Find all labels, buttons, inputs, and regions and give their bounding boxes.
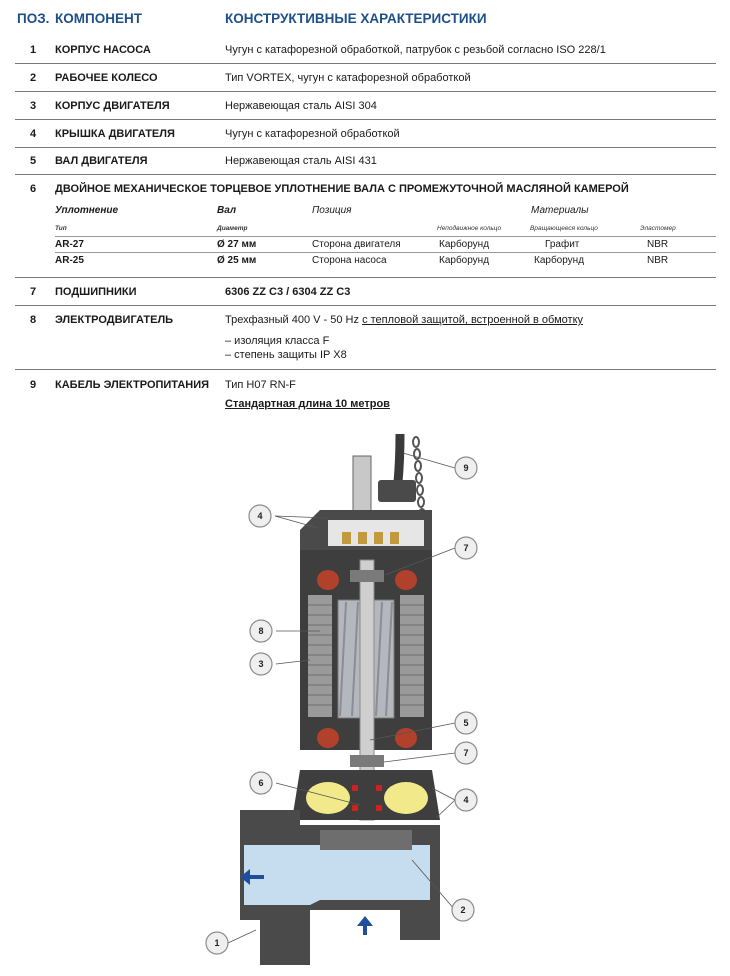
motor-bullet: – степень защиты IP X8 xyxy=(225,349,347,361)
callout-number: 2 xyxy=(460,905,466,915)
row-divider xyxy=(15,91,716,92)
seal-diameter: Ø 25 мм xyxy=(217,255,257,266)
seal-subheader-type: Тип xyxy=(55,225,67,232)
seal-subheader-elastomer: Эластомер xyxy=(640,225,676,232)
row-component: КАБЕЛЬ ЭЛЕКТРОПИТАНИЯ xyxy=(55,379,210,391)
row-number: 6 xyxy=(30,183,37,195)
motor-bullet: – изоляция класса F xyxy=(225,335,330,347)
row-divider xyxy=(15,277,716,278)
seal-table-divider xyxy=(55,236,716,237)
row-value: Нержавеющая сталь AISI 304 xyxy=(225,100,377,112)
callout-number: 1 xyxy=(214,938,220,948)
callout-number: 4 xyxy=(463,795,469,805)
seal-fixed-ring: Карборунд xyxy=(439,255,490,266)
seal-header-position: Позиция xyxy=(312,205,352,216)
inflow-arrow-icon xyxy=(357,916,373,935)
cable-note: Стандартная длина 10 метров xyxy=(225,398,390,410)
row-divider xyxy=(15,119,716,120)
header-characteristics: КОНСТРУКТИВНЫЕ ХАРАКТЕРИСТИКИ xyxy=(225,11,487,26)
row-component: ПОДШИПНИКИ xyxy=(55,286,137,298)
row-number: 9 xyxy=(30,379,37,391)
oil-chamber-left xyxy=(306,782,350,814)
callout-marker xyxy=(250,653,272,675)
stator-winding-left xyxy=(308,595,332,717)
row-number: 3 xyxy=(30,100,37,112)
row-divider xyxy=(15,305,716,306)
motor-value-underlined: с тепловой защитой, встроенной в обмотку xyxy=(362,314,584,326)
callout-number: 3 xyxy=(258,659,264,669)
row-number: 5 xyxy=(30,155,37,167)
row-number: 8 xyxy=(30,314,37,326)
callout-marker xyxy=(455,789,477,811)
seal-header-seal: Уплотнение xyxy=(55,205,119,216)
row-divider xyxy=(15,369,716,370)
row-divider xyxy=(15,174,716,175)
handle-tube xyxy=(353,456,371,516)
oil-chamber-right xyxy=(384,782,428,814)
callout-marker xyxy=(455,712,477,734)
seal-subheader-rotating-ring: Вращающееся кольцо xyxy=(530,225,598,232)
seal-type: AR-25 xyxy=(55,255,84,266)
callout-marker xyxy=(455,537,477,559)
motor-value-plain: Трехфазный 400 V - 50 Hz xyxy=(225,314,363,326)
seal-rotating-ring: Карборунд xyxy=(534,255,585,266)
row-divider xyxy=(15,147,716,148)
row-value xyxy=(225,314,583,326)
callout-number: 9 xyxy=(463,463,469,473)
row-value: Нержавеющая сталь AISI 431 xyxy=(225,155,377,167)
row-number: 2 xyxy=(30,72,37,84)
stator-winding-right xyxy=(400,595,424,717)
seal-header-materials: Материалы xyxy=(531,205,589,216)
seal-rotating-ring: Графит xyxy=(545,239,580,250)
row-component: РАБОЧЕЕ КОЛЕСО xyxy=(55,72,158,84)
seal-subheader-fixed-ring: Неподвижное кольцо xyxy=(437,225,502,232)
callout-marker xyxy=(206,932,228,954)
callout-marker xyxy=(250,620,272,642)
seal-title: ДВОЙНОЕ МЕХАНИЧЕСКОЕ ТОРЦЕВОЕ УПЛОТНЕНИЕ ВАЛА С ПРОМЕЖУТОЧНОЙ МАСЛЯНОЙ КАМЕРОЙ xyxy=(55,183,629,195)
lifting-chain xyxy=(413,437,425,519)
callout-number: 8 xyxy=(258,626,264,636)
row-component: КРЫШКА ДВИГАТЕЛЯ xyxy=(55,128,175,140)
cable-gland xyxy=(378,480,416,502)
row-value: 6306 ZZ C3 / 6304 ZZ C3 xyxy=(225,286,351,298)
callout-number: 7 xyxy=(463,543,469,553)
header-component: КОМПОНЕНТ xyxy=(55,11,142,26)
upper-bearing xyxy=(350,570,384,582)
row-number: 4 xyxy=(30,128,37,140)
seal-position: Сторона насоса xyxy=(312,255,387,266)
seal-diameter: Ø 27 мм xyxy=(217,239,257,250)
row-component: КОРПУС ДВИГАТЕЛЯ xyxy=(55,100,170,112)
water-passage xyxy=(244,845,430,905)
seal-elastomer: NBR xyxy=(647,255,669,266)
callout-marker xyxy=(455,742,477,764)
seal-header-shaft: Вал xyxy=(217,205,237,216)
seal-subheader-diameter: Диаметр xyxy=(217,225,248,232)
row-number: 1 xyxy=(30,44,37,56)
row-value: Чугун с катафорезной обработкой xyxy=(225,128,400,140)
vortex-impeller xyxy=(320,830,412,850)
seal-position: Сторона двигателя xyxy=(312,239,401,250)
row-component: ЭЛЕКТРОДВИГАТЕЛЬ xyxy=(55,314,174,326)
header-pos: ПОЗ. xyxy=(17,11,50,26)
power-cable xyxy=(398,434,400,482)
seal-elastomer: NBR xyxy=(647,239,669,250)
callout-marker xyxy=(250,772,272,794)
row-component: ВАЛ ДВИГАТЕЛЯ xyxy=(55,155,148,167)
row-value: Тип VORTEX, чугун с катафорезной обработкой xyxy=(225,72,471,84)
row-value: Чугун с катафорезной обработкой, патрубок с резьбой согласно ISO 228/1 xyxy=(225,44,606,56)
pump-cross-section xyxy=(200,420,500,970)
callout-marker xyxy=(452,899,474,921)
lower-bearing xyxy=(350,755,384,767)
callout-marker xyxy=(455,457,477,479)
callout-number: 5 xyxy=(463,718,469,728)
row-number: 7 xyxy=(30,286,37,298)
seal-fixed-ring: Карборунд xyxy=(439,239,490,250)
seal-type: AR-27 xyxy=(55,239,84,250)
row-divider xyxy=(15,63,716,64)
callout-number: 7 xyxy=(463,748,469,758)
row-value: Тип H07 RN-F xyxy=(225,379,296,391)
callout-number: 4 xyxy=(257,511,263,521)
row-component: КОРПУС НАСОСА xyxy=(55,44,151,56)
seal-table-divider xyxy=(55,252,716,253)
callout-number: 6 xyxy=(258,778,264,788)
callout-marker xyxy=(249,505,271,527)
